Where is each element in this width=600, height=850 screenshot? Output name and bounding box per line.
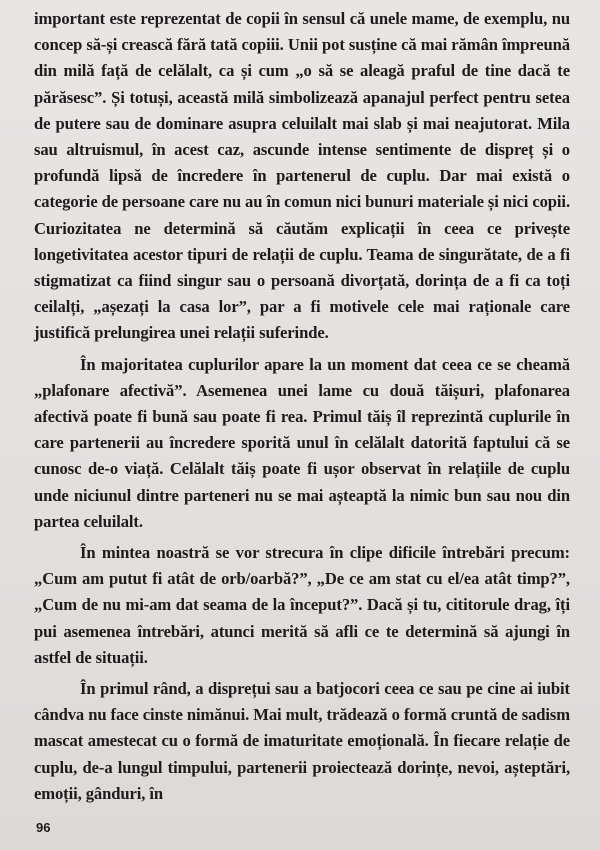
paragraph-2: În majoritatea cuplurilor apare la un moment dat ceea ce se cheamă „plafonare afectivă”. Asemenea unei lame cu două tăișuri, plafonarea afectivă poate fi bună sau poate fi rea. Primul tăiș îl reprezintă cuplurile în care partenerii au încredere sporită unul în celălalt datorită faptului că se cunosc de-o viață. Celălalt tăiș poate fi ușor observat în relațiile de cuplu unde niciunul dintre parteneri nu se mai așteaptă la nimic bun sau nou din partea celuilalt. xyxy=(34,354,570,531)
paragraph-4: În primul rând, a disprețui sau a batjocori ceea ce sau pe cine ai iubit cândva nu face cinste nimănui. Mai mult, trădează o formă cruntă de sadism mascat amestecat cu o formă de imaturitate emoțională. În fiecare relație de cuplu, de-a lungul timpului, partenerii proiectează dorințe, nevoi, așteptări, emoții, gânduri, în xyxy=(34,679,570,803)
page-number: 96 xyxy=(36,820,51,835)
paragraph-3: În mintea noastră se vor strecura în clipe dificile întrebări precum: „Cum am putut fi atât de orb/oarbă?”, „De ce am stat cu el/ea atât timp?”, „Cum de nu mi-am dat seama de la început?”. Dacă și tu, cititorule drag, îți pui asemenea întrebări, atunci merită să afli ce te determină să ajungi în astfel de situații. xyxy=(34,543,570,667)
paragraph-1: important este reprezentat de copii în sensul că unele mame, de exemplu, nu concep să-și crească fără tată copiii. Unii pot susține că mai rămân împreună din milă față de celălalt, ca și cum „o să se aleagă praful de tine dacă te părăsesc”. Și totuși, această milă simbolizează apanajul perfect pentru setea de putere sau de dominare asupra celuilalt mai slab și mai neajutorat. Mila sau altruismul, în acest caz, ascunde intense sentimente de dispreț și o profundă lipsă de încredere în partenerul de cuplu. Dar mai există o categorie de persoane care nu au în comun nici bunuri materiale și nici copii. Curiozitatea ne determină să căutăm explicații în ceea ce privește longetivitatea acestor tipuri de relații de cuplu. Teama de singurătate, de a fi stigmatizat ca fiind singur sau o persoană divorțată, dorința de a fi ca toți ceilalți, „așezați la casa lor”, par a fi motivele cele mai raționale care justifică prelungirea unei relații suferinde. xyxy=(34,9,570,343)
body-text xyxy=(34,6,570,812)
